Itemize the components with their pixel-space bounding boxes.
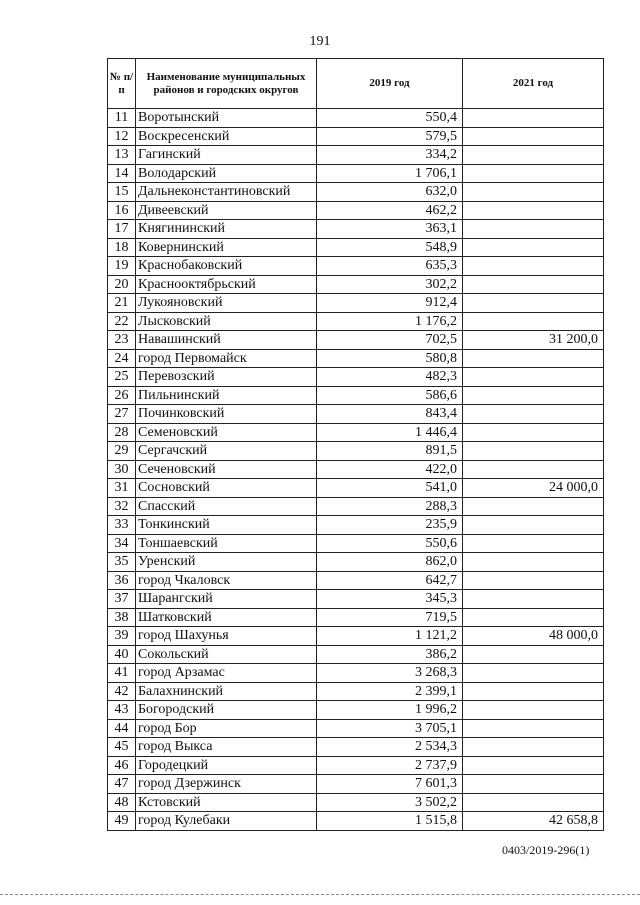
row-number: 39 [108,627,136,646]
row-name: Дальнеконстантиновский [136,183,317,202]
row-value-2021 [463,442,604,461]
row-number: 14 [108,164,136,183]
row-number: 19 [108,257,136,276]
table-row [108,294,604,313]
row-value-2021 [463,146,604,165]
row-name: Сеченовский [136,460,317,479]
row-number: 46 [108,756,136,775]
row-value-2021 [463,405,604,424]
row-value-2019: 363,1 [317,220,463,239]
row-name: Кстовский [136,793,317,812]
row-value-2019: 462,2 [317,201,463,220]
header-name: Наименование муниципальных районов и городских округов [136,59,317,109]
row-number: 47 [108,775,136,794]
table-row [108,701,604,720]
table-row [108,682,604,701]
row-name: Володарский [136,164,317,183]
table-row [108,775,604,794]
table-row [108,719,604,738]
row-value-2021 [463,682,604,701]
table-row [108,756,604,775]
row-value-2021 [463,164,604,183]
row-value-2019: 3 502,2 [317,793,463,812]
row-number: 40 [108,645,136,664]
row-value-2021 [463,701,604,720]
row-number: 29 [108,442,136,461]
row-value-2021 [463,201,604,220]
row-name: Городецкий [136,756,317,775]
row-value-2019: 843,4 [317,405,463,424]
table-row [108,164,604,183]
row-value-2021 [463,719,604,738]
table-row [108,812,604,831]
table-row [108,479,604,498]
row-value-2021: 24 000,0 [463,479,604,498]
row-value-2019: 302,2 [317,275,463,294]
row-name: Шарангский [136,590,317,609]
table-row [108,645,604,664]
row-value-2021 [463,109,604,128]
row-number: 23 [108,331,136,350]
row-value-2019: 1 176,2 [317,312,463,331]
row-number: 48 [108,793,136,812]
row-name: Ковернинский [136,238,317,257]
row-number: 33 [108,516,136,535]
row-name: Спасский [136,497,317,516]
table-row [108,386,604,405]
row-value-2019: 345,3 [317,590,463,609]
row-number: 24 [108,349,136,368]
row-name: Балахнинский [136,682,317,701]
table-row [108,312,604,331]
row-value-2021 [463,460,604,479]
row-name: Пильнинский [136,386,317,405]
row-value-2021 [463,238,604,257]
row-number: 26 [108,386,136,405]
row-value-2019: 541,0 [317,479,463,498]
row-number: 32 [108,497,136,516]
row-name: Семеновский [136,423,317,442]
row-number: 49 [108,812,136,831]
row-number: 15 [108,183,136,202]
row-number: 41 [108,664,136,683]
row-name: Лысковский [136,312,317,331]
row-number: 34 [108,534,136,553]
row-name: Дивеевский [136,201,317,220]
table-row [108,201,604,220]
row-value-2019: 642,7 [317,571,463,590]
row-value-2019: 2 399,1 [317,682,463,701]
row-number: 43 [108,701,136,720]
row-value-2019: 635,3 [317,257,463,276]
table-header-row [108,59,604,109]
row-value-2021 [463,386,604,405]
row-number: 21 [108,294,136,313]
row-name: город Кулебаки [136,812,317,831]
row-value-2019: 632,0 [317,183,463,202]
table-row [108,627,604,646]
row-value-2021: 42 658,8 [463,812,604,831]
row-number: 17 [108,220,136,239]
row-value-2021 [463,423,604,442]
row-name: Сосновский [136,479,317,498]
table-row [108,738,604,757]
row-number: 45 [108,738,136,757]
table-row [108,793,604,812]
page-bottom-divider [0,894,640,895]
row-number: 13 [108,146,136,165]
header-2019: 2019 год [317,59,463,109]
row-value-2021 [463,349,604,368]
row-name: Гагинский [136,146,317,165]
row-value-2019: 235,9 [317,516,463,535]
row-name: Княгининский [136,220,317,239]
table-row [108,460,604,479]
row-value-2019: 550,4 [317,109,463,128]
row-number: 20 [108,275,136,294]
row-value-2021 [463,294,604,313]
header-2021: 2021 год [463,59,604,109]
row-value-2021 [463,571,604,590]
row-value-2021: 31 200,0 [463,331,604,350]
row-value-2019: 7 601,3 [317,775,463,794]
row-value-2021 [463,756,604,775]
row-value-2019: 3 705,1 [317,719,463,738]
table-row [108,146,604,165]
row-number: 35 [108,553,136,572]
row-value-2019: 1 706,1 [317,164,463,183]
row-name: город Арзамас [136,664,317,683]
table-row [108,368,604,387]
table-row [108,220,604,239]
row-value-2019: 386,2 [317,645,463,664]
row-number: 22 [108,312,136,331]
table-row [108,405,604,424]
row-value-2019: 548,9 [317,238,463,257]
row-name: Краснооктябрьский [136,275,317,294]
row-value-2021 [463,608,604,627]
table-row [108,608,604,627]
row-value-2021 [463,312,604,331]
row-number: 36 [108,571,136,590]
row-value-2021 [463,183,604,202]
row-value-2021 [463,793,604,812]
row-number: 31 [108,479,136,498]
row-number: 38 [108,608,136,627]
row-name: Сокольский [136,645,317,664]
row-number: 28 [108,423,136,442]
row-name: город Первомайск [136,349,317,368]
row-number: 16 [108,201,136,220]
table-body [108,109,604,831]
row-value-2019: 891,5 [317,442,463,461]
table-row [108,516,604,535]
row-name: Воскресенский [136,127,317,146]
row-name: город Чкаловск [136,571,317,590]
table-row [108,497,604,516]
row-value-2019: 912,4 [317,294,463,313]
row-value-2019: 580,8 [317,349,463,368]
row-name: город Выкса [136,738,317,757]
row-number: 27 [108,405,136,424]
row-value-2021 [463,738,604,757]
row-value-2021 [463,645,604,664]
row-name: Краснобаковский [136,257,317,276]
row-number: 30 [108,460,136,479]
row-number: 42 [108,682,136,701]
row-name: Сергачский [136,442,317,461]
row-value-2019: 2 737,9 [317,756,463,775]
row-value-2019: 702,5 [317,331,463,350]
row-name: Воротынский [136,109,317,128]
row-value-2021 [463,516,604,535]
table-row [108,331,604,350]
row-name: Уренский [136,553,317,572]
row-value-2019: 550,6 [317,534,463,553]
row-name: Перевозский [136,368,317,387]
table-row [108,590,604,609]
row-value-2019: 288,3 [317,497,463,516]
row-value-2021 [463,220,604,239]
row-value-2019: 579,5 [317,127,463,146]
row-value-2021 [463,257,604,276]
row-number: 18 [108,238,136,257]
row-value-2019: 586,6 [317,386,463,405]
row-value-2021 [463,368,604,387]
row-value-2019: 1 121,2 [317,627,463,646]
row-value-2021 [463,553,604,572]
table-row [108,257,604,276]
row-name: Шатковский [136,608,317,627]
row-value-2021 [463,534,604,553]
row-name: город Бор [136,719,317,738]
table-row [108,349,604,368]
table-row [108,238,604,257]
row-value-2019: 1 446,4 [317,423,463,442]
table-row [108,127,604,146]
row-name: Лукояновский [136,294,317,313]
row-value-2019: 482,3 [317,368,463,387]
table-row [108,183,604,202]
row-value-2021 [463,127,604,146]
table-row [108,664,604,683]
row-name: город Шахунья [136,627,317,646]
row-name: Богородский [136,701,317,720]
row-value-2021 [463,664,604,683]
row-value-2019: 3 268,3 [317,664,463,683]
budget-table [107,58,604,831]
row-value-2019: 2 534,3 [317,738,463,757]
row-name: Навашинский [136,331,317,350]
row-name: Починковский [136,405,317,424]
row-value-2021: 48 000,0 [463,627,604,646]
row-name: Тоншаевский [136,534,317,553]
document-code: 0403/2019-296(1) [502,843,590,857]
table-row [108,553,604,572]
row-value-2019: 719,5 [317,608,463,627]
table-row [108,571,604,590]
page-number: 191 [309,34,331,49]
row-value-2021 [463,775,604,794]
row-value-2021 [463,275,604,294]
table-row [108,534,604,553]
row-number: 44 [108,719,136,738]
row-value-2021 [463,590,604,609]
row-number: 37 [108,590,136,609]
row-number: 11 [108,109,136,128]
table-row [108,442,604,461]
row-name: Тонкинский [136,516,317,535]
row-number: 12 [108,127,136,146]
row-value-2019: 1 515,8 [317,812,463,831]
table-row [108,109,604,128]
row-value-2019: 334,2 [317,146,463,165]
row-value-2021 [463,497,604,516]
row-value-2019: 422,0 [317,460,463,479]
table-row [108,423,604,442]
table-row [108,275,604,294]
row-number: 25 [108,368,136,387]
row-name: город Дзержинск [136,775,317,794]
row-value-2019: 1 996,2 [317,701,463,720]
row-value-2019: 862,0 [317,553,463,572]
header-num: № п/п [108,59,136,109]
